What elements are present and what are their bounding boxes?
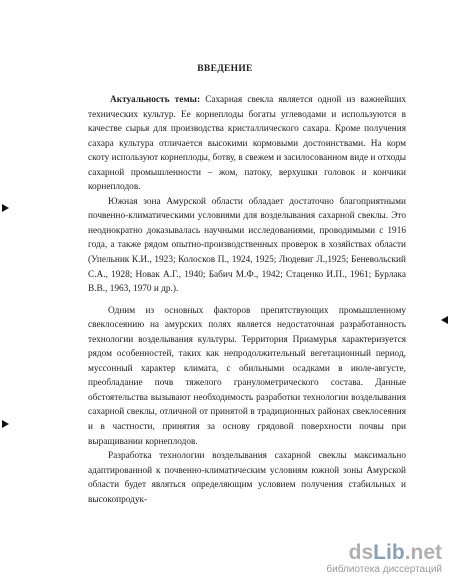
- paragraph-lead: Актуальность темы:: [110, 95, 201, 105]
- paragraph-text: Разработка технологии возделывания сахарной свеклы максимально адаптированной к почвенно-климатическим условиям южной зоны Амурской области будет являться определяющим условием получения стабильных и высокопродук-: [88, 451, 406, 505]
- logo-lib: Lib: [373, 541, 405, 564]
- page-heading: ВВЕДЕНИЕ: [197, 64, 253, 74]
- paragraph-text: Сахарная свекла является одной из важнейших технических культур. Ее корнеплоды богаты углеводами и используются в качестве сырья для производства кристаллического сахара. Кроме получения сахара культура отличается высокими кормовыми достоинствами. На корм скоту используют корнеплоды, ботву, в свежем и засилосованном виде и отходы сахарной промышленности – жом, патоку, верхушки головок и кончики корнеплодов.: [88, 95, 406, 193]
- dslib-watermark: [326, 542, 442, 576]
- paragraph-text: Южная зона Амурской области обладает достаточно благоприятными почвенно-климатическими условиями для возделывания сахарной свеклы. Это неоднократно доказывалась научными исследованиями, проводимыми с 1916 года, а также рядом опытно-производственных проверок в хозяйствах области (Упельник К.И., 1923; Колосков П., 1924, 1925; Людевиг Л.,1925; Беневольский С.А., 1928; Новак А.Г., 1940; Бабич М.Ф., 1942; Стаценко И.П., 1961; Бурлака В.В., 1963, 1970 и др.).: [88, 196, 406, 295]
- watermark-subtitle: библиотека диссертаций: [326, 564, 442, 575]
- scan-margin-mark: [2, 204, 9, 212]
- dslib-logo: [326, 542, 442, 564]
- scan-margin-mark: [441, 316, 448, 324]
- logo-ds: ds: [348, 541, 374, 564]
- paragraph-relevance: [88, 93, 406, 195]
- scan-margin-mark: [2, 420, 9, 428]
- document-body: [88, 93, 406, 507]
- paragraph-amur-zone: [88, 195, 406, 297]
- logo-net: .net: [404, 541, 442, 564]
- paragraph-factors: [88, 304, 406, 449]
- paragraph-development: [88, 449, 406, 507]
- paragraph-text: Одним из основных факторов препятствующих промышленному свеклосеянию на амурских полях является недостаточная разработанность технологии возделывания культуры. Территория Приамурья характеризуется рядом особенностей, таких как непродолжительный вегетационный период, муссонный характер климата, с обильными осадками в июле-августе, преобладание почв тяжелого гранулометрического состава. Данные обстоятельства вызывают необходимость разработки технологии возделывания сахарной свеклы, отличной от принятой в традиционных районах свеклосеяния и в частности, принятия за основу грядовой поверхности почвы при выращивании корнеплодов.: [88, 305, 406, 447]
